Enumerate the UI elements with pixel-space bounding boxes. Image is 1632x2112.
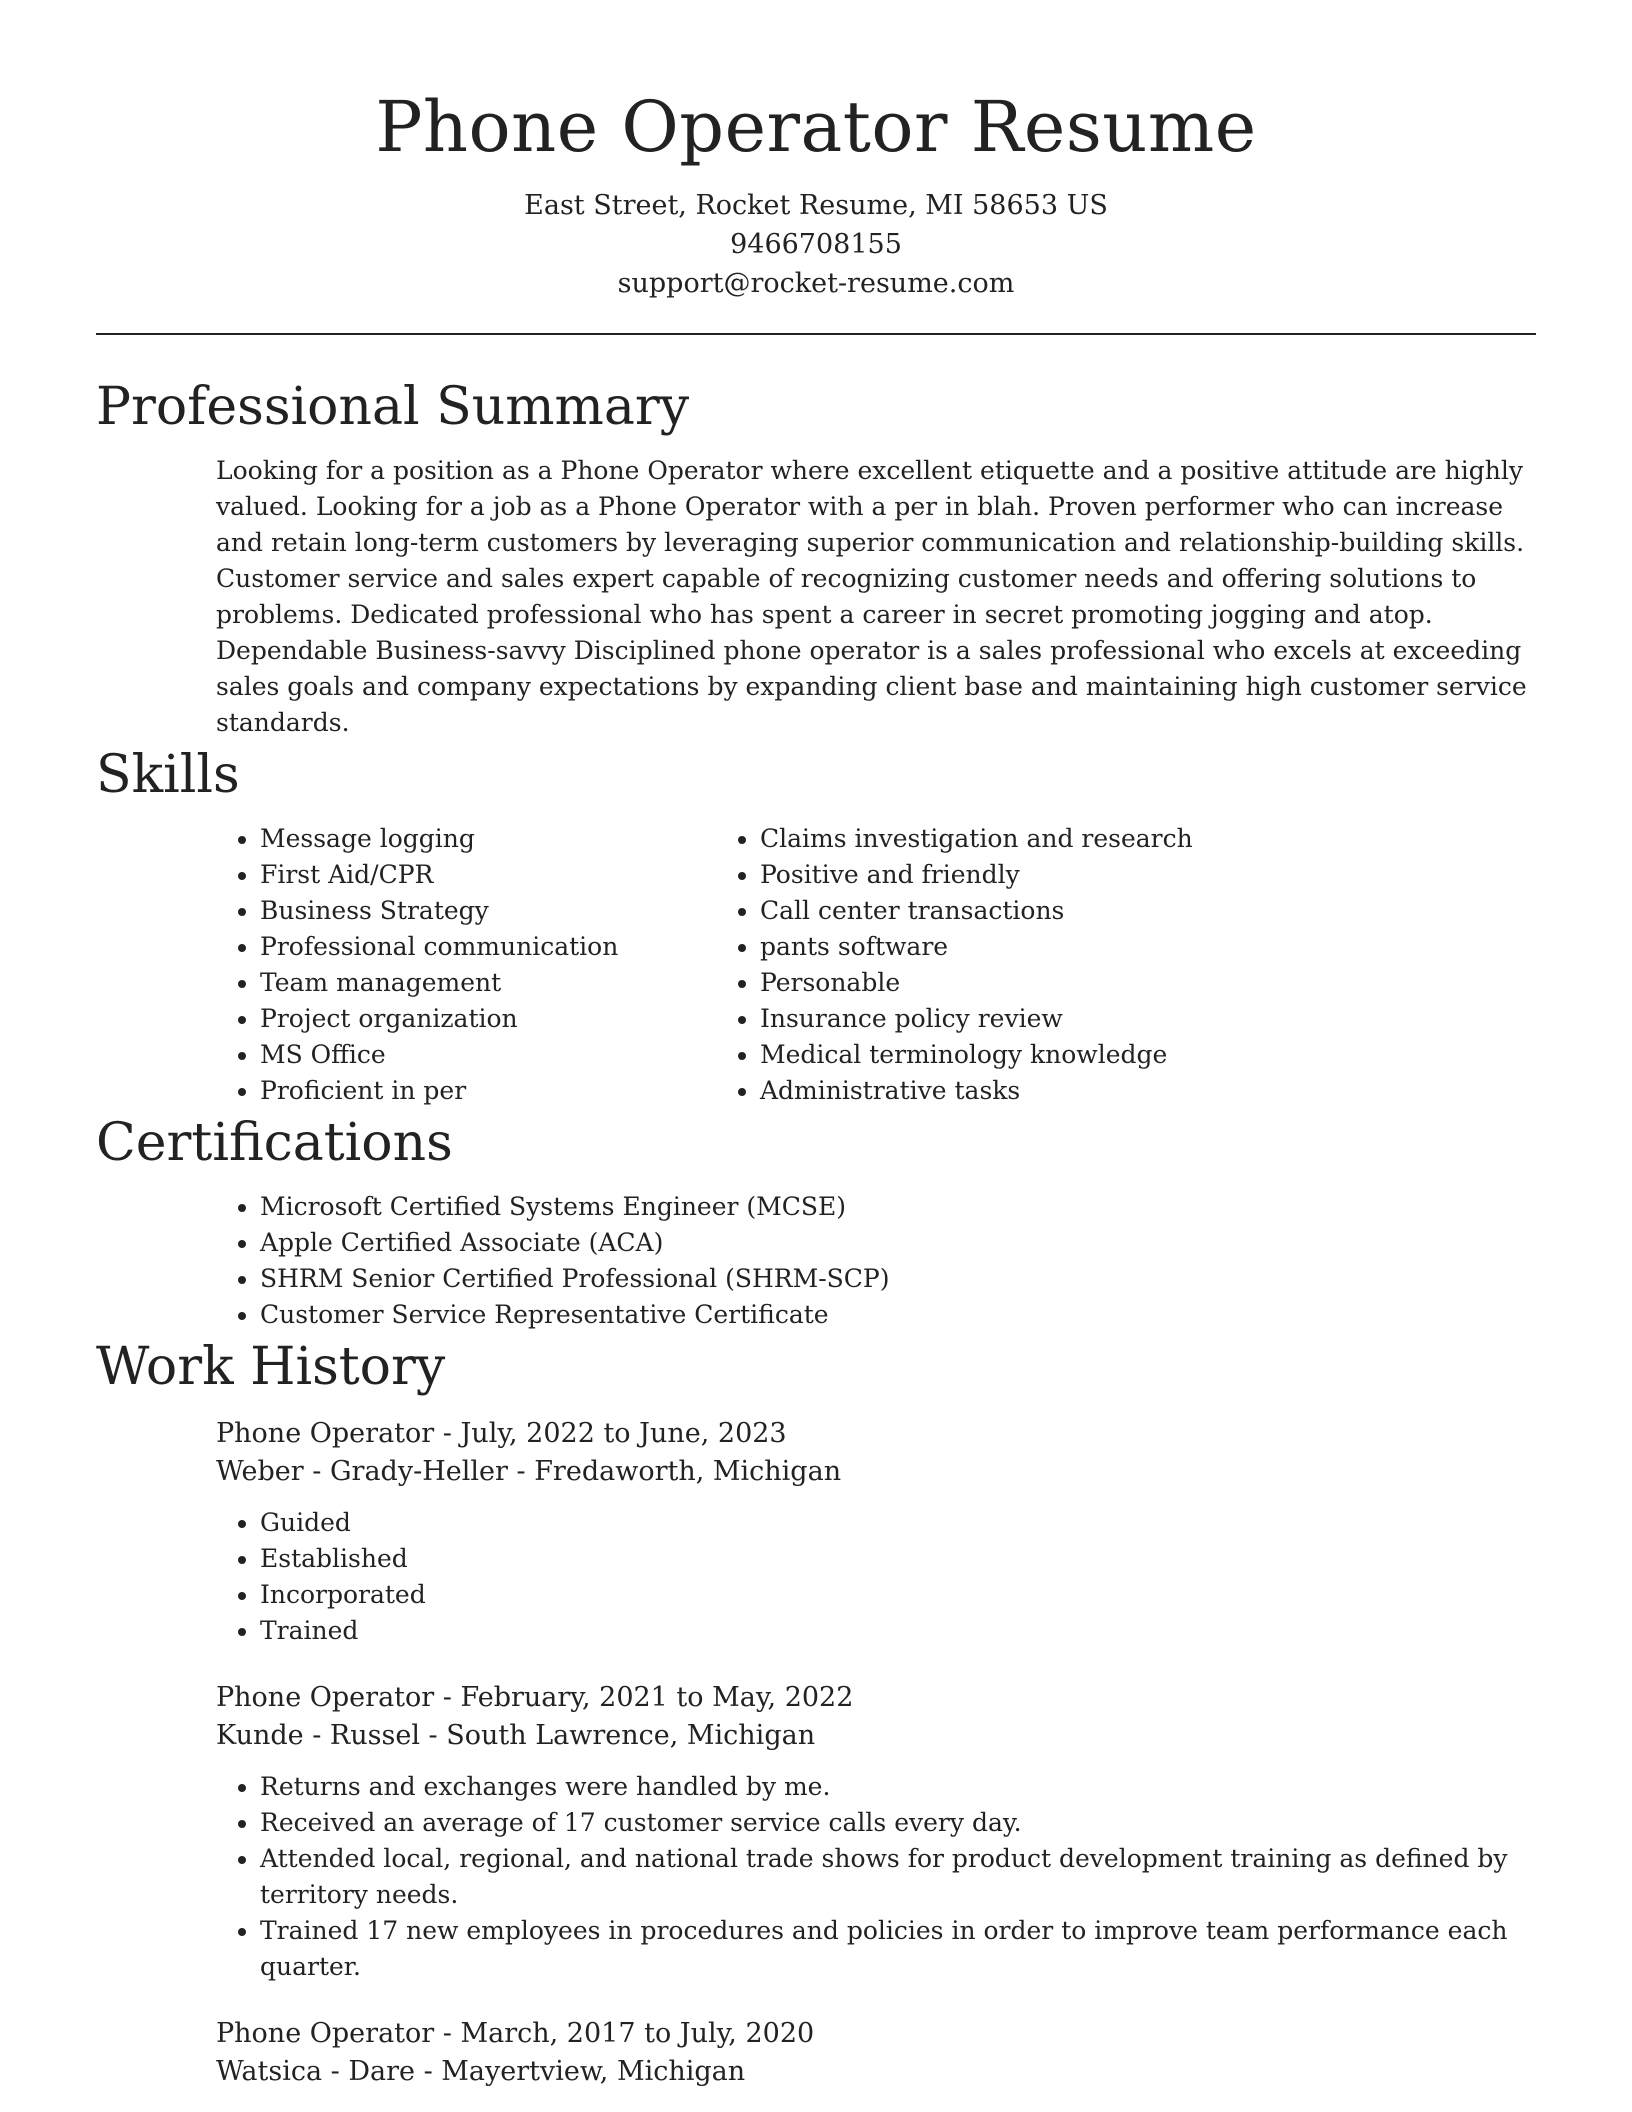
work-history-heading: Work History	[96, 1337, 446, 1397]
job-title: Phone Operator	[216, 1682, 435, 1713]
skill-item: • Proficient in per	[260, 1073, 746, 1109]
skill-item: • Team management	[260, 965, 746, 1001]
certification-item: • Customer Service Representative Certificate	[260, 1297, 1536, 1333]
skill-item: • Project organization	[260, 1001, 746, 1037]
resume-title: Phone Operator Resume	[375, 86, 1257, 168]
skills-column-right	[760, 821, 1193, 1109]
skill-item: • Call center transactions	[760, 893, 1193, 929]
skill-item: • Claims investigation and research	[760, 821, 1193, 857]
skill-item: • First Aid/CPR	[260, 857, 746, 893]
duty-item: • Trained	[260, 1613, 1600, 1649]
header-divider	[96, 333, 1536, 335]
duty-item: • Trained 17 new employees in procedures and policies in order to improve team performance each quarter.	[260, 1913, 1600, 1985]
job-duties	[216, 1769, 1600, 1985]
job-company: Weber - Grady-Heller	[216, 1456, 508, 1487]
separator: -	[414, 2056, 442, 2087]
job-title-line	[216, 2015, 1536, 2053]
skills-heading: Skills	[96, 745, 240, 805]
summary-text: Looking for a position as a Phone Operator where excellent etiquette and a positive attitude are highly valued. Looking for a job as a Phone Operator with a per in blah. Proven performer who can increase and retain long-term customers by leveraging superior communication and relationship-building skills. Customer service and sales expert capable of recognizing customer needs and offering solutions to problems. Dedicated professional who has spent a career in secret promoting jogging and atop. Dependable Business-savvy Disciplined phone operator is a sales professional who excels at exceeding sales goals and company expectations by expanding client base and maintaining high customer service standards.	[216, 456, 1527, 737]
skill-item: • Administrative tasks	[760, 1073, 1193, 1109]
skill-item: • Medical terminology knowledge	[760, 1037, 1193, 1073]
job-dates: July, 2022 to June, 2023	[460, 1418, 787, 1449]
contact-phone: 9466708155	[730, 229, 902, 260]
certifications-list	[96, 1189, 1536, 1333]
skill-item: • Positive and friendly	[760, 857, 1193, 893]
skill-item: • Message logging	[260, 821, 746, 857]
job-location: South Lawrence, Michigan	[446, 1720, 816, 1751]
skills-column-left	[96, 821, 746, 1109]
skill-item: • Insurance policy review	[760, 1001, 1193, 1037]
duty-item: • Attended local, regional, and national trade shows for product development training as defined by territory needs.	[260, 1841, 1600, 1913]
resume-header	[96, 0, 1536, 303]
certifications-heading: Certifications	[96, 1113, 453, 1173]
separator: -	[434, 1418, 461, 1449]
skill-item: • pants software	[760, 929, 1193, 965]
summary-heading: Professional Summary	[96, 377, 690, 437]
job-company: Kunde - Russel	[216, 1720, 420, 1751]
skill-item: • MS Office	[260, 1037, 746, 1073]
certification-item: • Apple Certified Associate (ACA)	[260, 1225, 1536, 1261]
contact-block	[96, 186, 1536, 303]
job-company-line	[216, 2053, 1536, 2091]
job-entry	[216, 2015, 1536, 2091]
job-entry	[216, 1415, 1536, 1649]
contact-email: support@rocket-resume.com	[617, 268, 1015, 299]
contact-address: East Street, Rocket Resume, MI 58653 US	[524, 190, 1108, 221]
duty-item: • Incorporated	[260, 1577, 1600, 1613]
duty-item: • Established	[260, 1541, 1600, 1577]
skill-item: • Business Strategy	[260, 893, 746, 929]
certification-item: • Microsoft Certified Systems Engineer (MCSE)	[260, 1189, 1536, 1225]
skills-list	[96, 821, 1536, 1109]
job-dates: March, 2017 to July, 2020	[460, 2018, 815, 2049]
job-title: Phone Operator	[216, 1418, 435, 1449]
job-title-line	[216, 1679, 1536, 1717]
job-company: Watsica - Dare	[216, 2056, 415, 2087]
job-company-line	[216, 1453, 1536, 1491]
separator: -	[434, 2018, 461, 2049]
separator: -	[419, 1720, 447, 1751]
certification-item: • SHRM Senior Certified Professional (SHRM-SCP)	[260, 1261, 1536, 1297]
duty-item: • Guided	[260, 1505, 1600, 1541]
skill-item: • Personable	[760, 965, 1193, 1001]
job-location: Mayertview, Michigan	[441, 2056, 746, 2087]
separator: -	[434, 1682, 461, 1713]
job-entry	[216, 1679, 1536, 1985]
job-title-line	[216, 1415, 1536, 1453]
duty-item: • Received an average of 17 customer service calls every day.	[260, 1805, 1600, 1841]
job-company-line	[216, 1717, 1536, 1755]
duty-item: • Returns and exchanges were handled by me.	[260, 1769, 1600, 1805]
job-dates: February, 2021 to May, 2022	[460, 1682, 854, 1713]
skill-item: • Professional communication	[260, 929, 746, 965]
job-title: Phone Operator	[216, 2018, 435, 2049]
separator: -	[507, 1456, 535, 1487]
job-location: Fredaworth, Michigan	[534, 1456, 842, 1487]
job-duties	[216, 1505, 1600, 1649]
